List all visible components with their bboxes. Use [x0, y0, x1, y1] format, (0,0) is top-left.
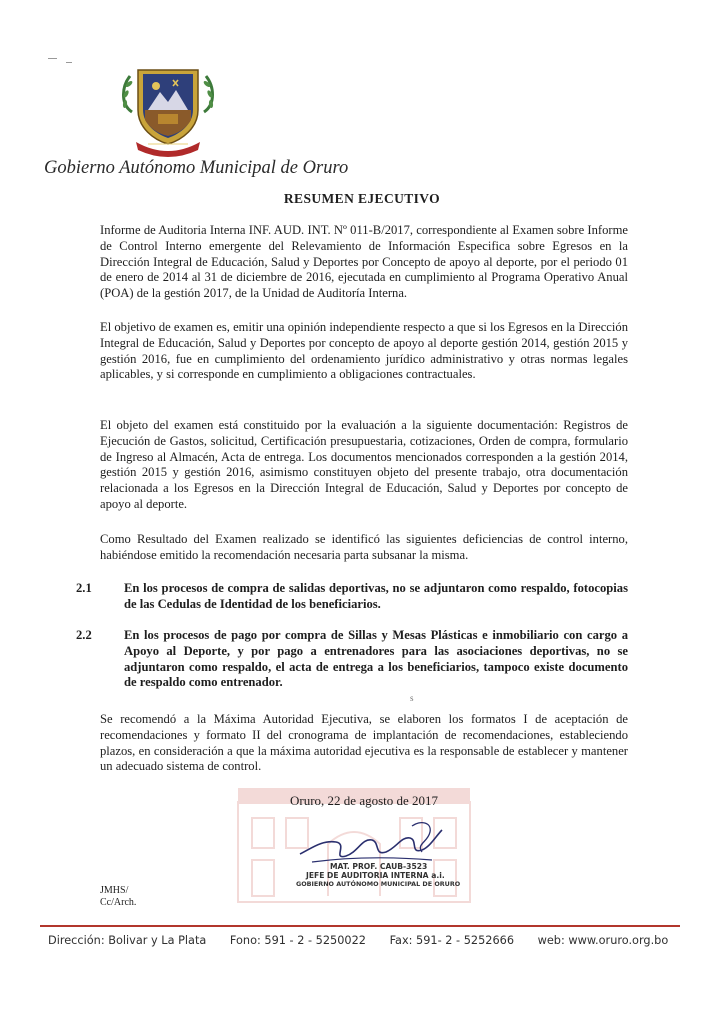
initials-line: Cc/Arch. [100, 897, 137, 908]
date-line: Oruro, 22 de agosto de 2017 [290, 793, 439, 808]
finding-text: En los procesos de compra de salidas deportivas, no se adjuntaron como respaldo, fotocopias de las Cedulas de Identidad de los beneficiarios. [124, 581, 628, 611]
organization-name: Gobierno Autónomo Municipal de Oruro [44, 158, 349, 178]
initials-line: JMHS/ [100, 885, 129, 896]
stamp-line: MAT. PROF. CAUB-3523 [330, 862, 428, 871]
paragraph-scope: El objeto del examen está constituido por la evaluación a la siguiente documentación: Registros de Ejecución de Gastos, solicitud, Certificación presupuestaria, cotizaciones, Orden de compra, formulario de Ingreso al Almacén, Acta de entrega. Los documentos mencionados corresponden a la gestión 2014, gestión 2015 y gestión 2016, asimismo constituyen objeto del presente trabajo, otra documentación relacionada a los Egresos en la Dirección Integral de Educación, Salud y Deportes por concepto de apoyo al deporte. [100, 418, 628, 511]
paragraph-intro: Informe de Auditoria Interna INF. AUD. INT. Nº 011-B/2017, correspondiente al Examen sobre Informe de Control Interno emergente del Relevamiento de Información Especifica sobre Egresos en la Dirección Integral de Educación, Salud y Deportes por Concepto de apoyo al deporte, por el periodo 01 de enero de 2014 al 31 de diciembre de 2016, ejecutada en cumplimiento al Programa Operativo Anual (POA) de la gestión 2017, de la Unidad de Auditoría Interna. [100, 223, 628, 301]
paragraph-results: Como Resultado del Examen realizado se identificó las siguientes deficiencias de control interno, habiéndose emitido la recomendación necesaria parta subsanar la misma. [100, 532, 628, 562]
stamp-line: JEFE DE AUDITORIA INTERNA a.i. [306, 871, 445, 881]
footer-divider [40, 925, 680, 927]
footer-phone: Fono: 591 - 2 - 5250022 [229, 934, 366, 947]
scan-speck [48, 58, 57, 59]
footer-address: Dirección: Bolivar y La Plata [48, 934, 207, 947]
footer-fax: Fax: 591- 2 - 5252666 [389, 934, 515, 947]
finding-number: 2.1 [76, 581, 92, 595]
stamp-line: GOBIERNO AUTÓNOMO MUNICIPAL DE ORURO [296, 880, 461, 889]
finding-text: En los procesos de pago por compra de Sillas y Mesas Plásticas e inmobiliario con cargo a Apoyo al Deporte, y por pago a entrenadores para las asociaciones deportivas, no se adjuntaron como respaldo, el acta de entrega a los beneficiarios, tampoco existe documento de respaldo como entrenador. [124, 628, 628, 690]
document-title: RESUMEN EJECUTIVO [283, 191, 441, 206]
scan-mark: s [410, 693, 414, 703]
signature-stamp [296, 862, 460, 890]
finding-item [76, 581, 628, 613]
finding-number: 2.2 [76, 628, 92, 642]
paragraph-objective: El objetivo de examen es, emitir una opinión independiente respecto a que si los Egresos en la Dirección Integral de Educación, Salud y Deportes por concepto de apoyo al deporte gestión 2014, gestión 2015 y gestión 2016, fue en cumplimiento del ordenamiento jurídico administrativo y otras normas legales aplicables, y si corresponde en cumplimiento a obligaciones contractuales. [100, 320, 628, 382]
page-footer [48, 934, 688, 947]
scan-speck [66, 62, 72, 63]
footer-web: web: www.oruro.org.bo [537, 934, 669, 947]
paragraph-recommendation: Se recomendó a la Máxima Autoridad Ejecutiva, se elaboren los formatos I de aceptación de recomendaciones y formato II del cronograma de implantación de recomendaciones, estableciendo plazos, en consideración a que la máxima autoridad ejecutiva es la responsable de establecer y mantener un adecuado sistema de control. [100, 712, 628, 774]
finding-item [76, 628, 628, 691]
municipal-coat-of-arms-icon [118, 64, 218, 160]
reference-initials [100, 885, 136, 909]
